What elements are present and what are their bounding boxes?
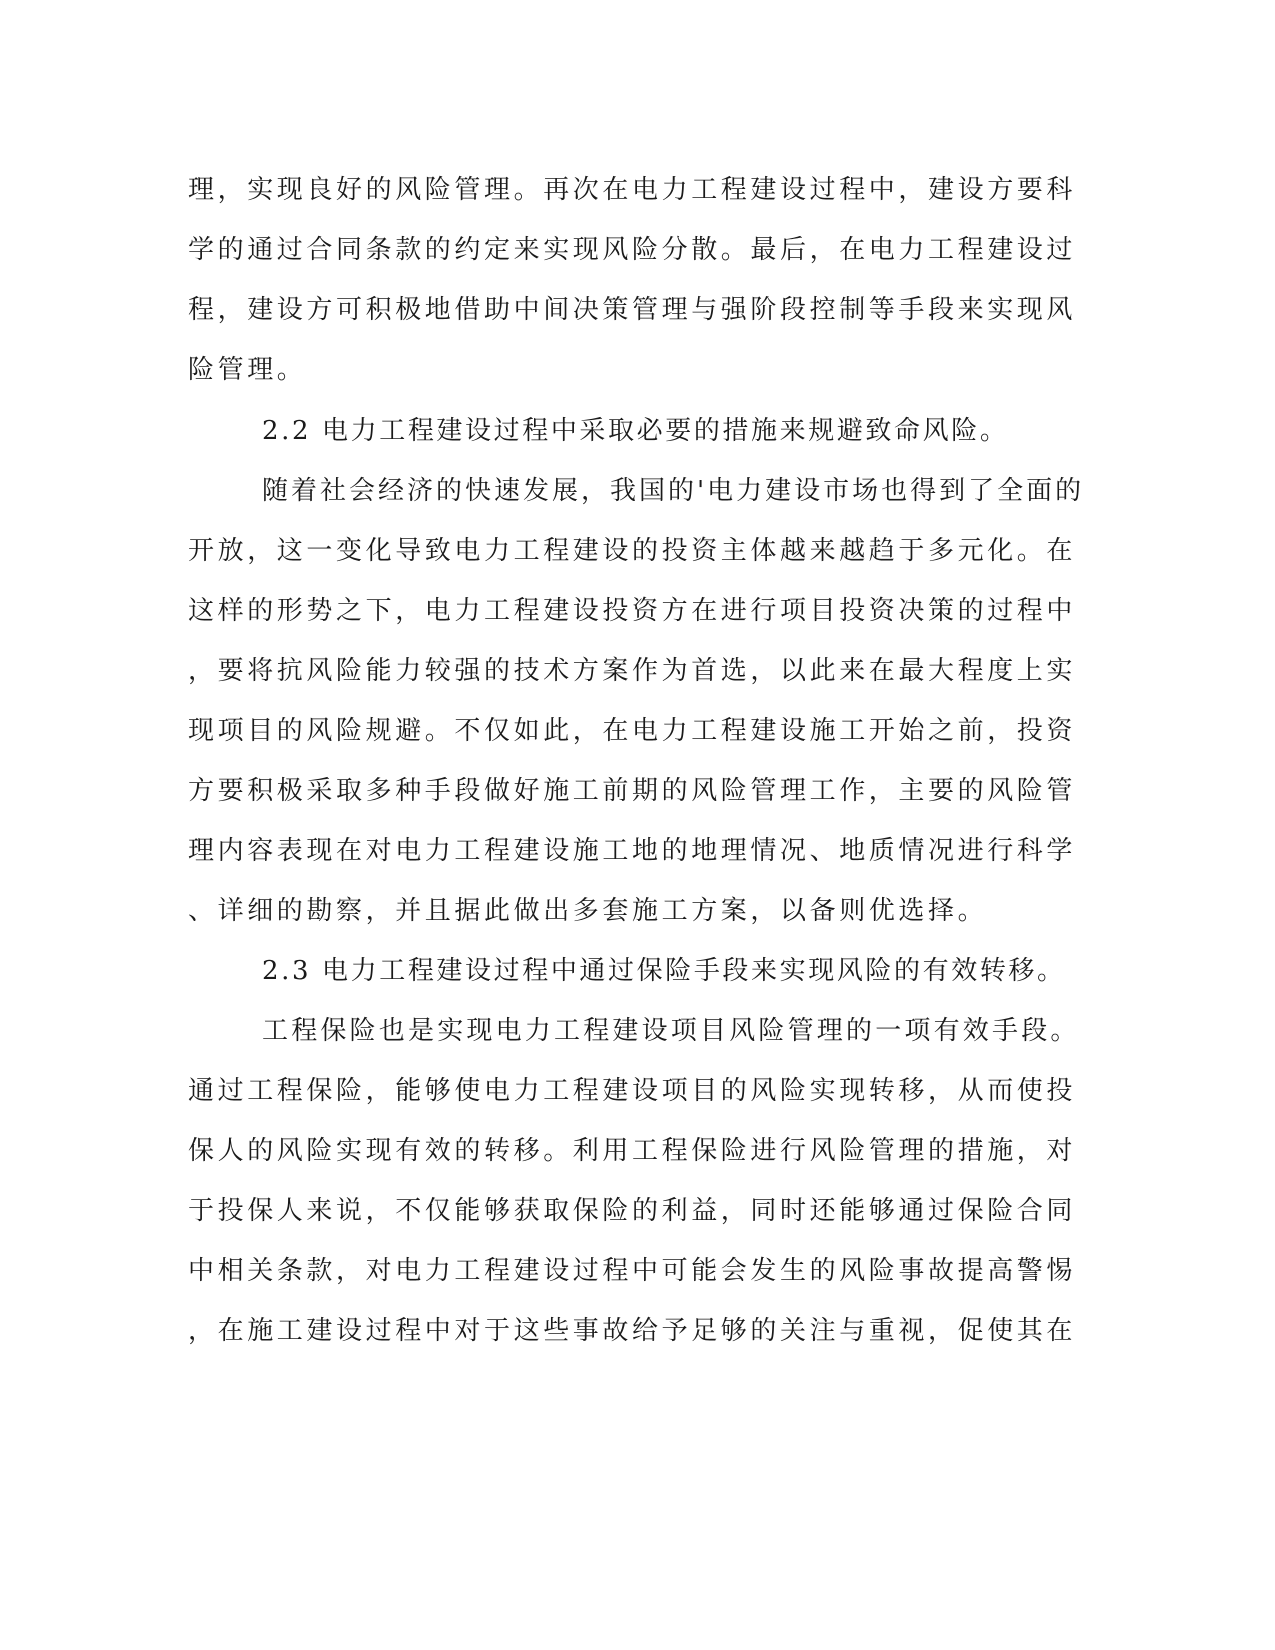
text-line: 程，建设方可积极地借助中间决策管理与强阶段控制等手段来实现风 <box>188 295 1077 325</box>
text-line: ，在施工建设过程中对于这些事故给予足够的关注与重视，促使其在 <box>188 1316 1077 1346</box>
text-line: 方要积极采取多种手段做好施工前期的风险管理工作，主要的风险管 <box>188 776 1077 806</box>
text-line: ，要将抗风险能力较强的技术方案作为首选，以此来在最大程度上实 <box>188 656 1077 686</box>
text-line: 中相关条款，对电力工程建设过程中可能会发生的风险事故提高警惕 <box>188 1256 1077 1286</box>
text-line: 工程保险也是实现电力工程建设项目风险管理的一项有效手段。 <box>262 1016 1080 1046</box>
text-line: 开放，这一变化导致电力工程建设的投资主体越来越趋于多元化。在 <box>188 536 1077 566</box>
text-line: 险管理。 <box>188 355 307 385</box>
text-line: 于投保人来说，不仅能够获取保险的利益，同时还能够通过保险合同 <box>188 1196 1077 1226</box>
text-line: 现项目的风险规避。不仅如此，在电力工程建设施工开始之前，投资 <box>188 716 1077 746</box>
text-line: 理内容表现在对电力工程建设施工地的地理情况、地质情况进行科学 <box>188 836 1077 866</box>
text-line: 理，实现良好的风险管理。再次在电力工程建设过程中，建设方要科 <box>188 175 1077 205</box>
section-heading-2-3: 2.3 电力工程建设过程中通过保险手段来实现风险的有效转移。 <box>262 956 1066 986</box>
text-line: 这样的形势之下，电力工程建设投资方在进行项目投资决策的过程中 <box>188 596 1077 626</box>
text-line: 学的通过合同条款的约定来实现风险分散。最后，在电力工程建设过 <box>188 235 1077 265</box>
text-line: 、详细的勘察，并且据此做出多套施工方案，以备则优选择。 <box>188 896 988 926</box>
section-heading-2-2: 2.2 电力工程建设过程中采取必要的措施来规避致命风险。 <box>262 416 1009 446</box>
text-line: 通过工程保险，能够使电力工程建设项目的风险实现转移，从而使投 <box>188 1076 1077 1106</box>
text-line: 随着社会经济的快速发展，我国的'电力建设市场也得到了全面的 <box>262 476 1085 506</box>
text-line: 保人的风险实现有效的转移。利用工程保险进行风险管理的措施，对 <box>188 1136 1077 1166</box>
